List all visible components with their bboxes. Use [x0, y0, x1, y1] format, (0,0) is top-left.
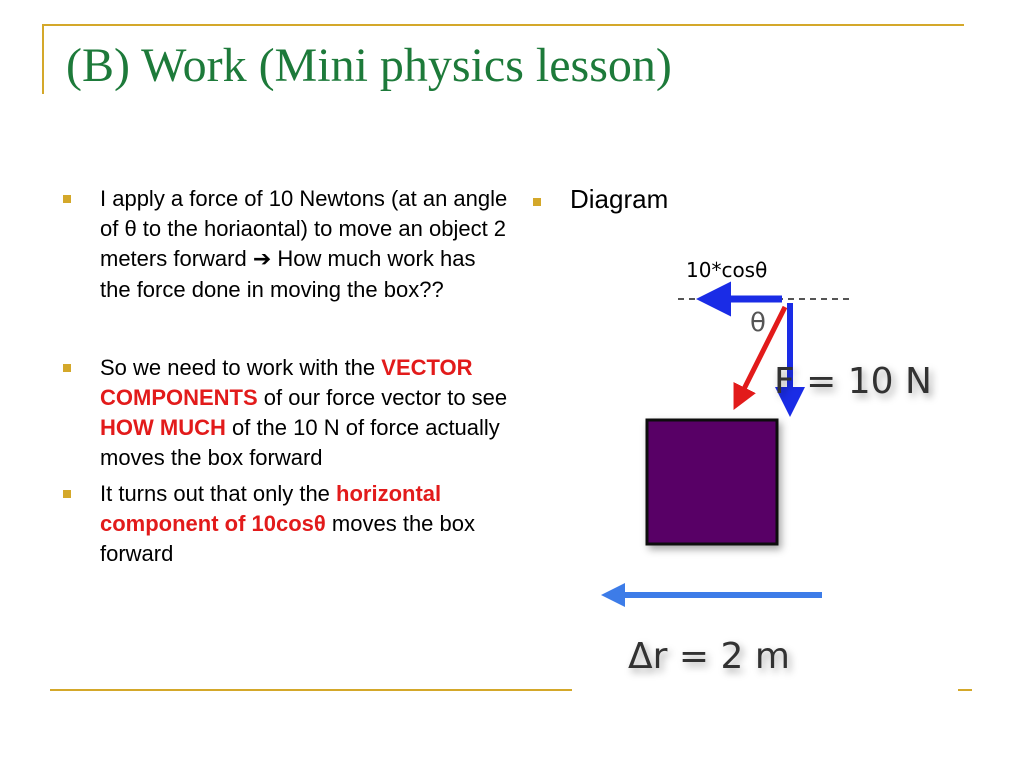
right-arrow-icon: ➔: [252, 247, 272, 272]
bullet-text: So we need to work with the: [100, 355, 382, 380]
bullet-square-icon: [63, 195, 71, 203]
bullet-square-icon: [63, 364, 71, 372]
bullet-square-icon: [63, 490, 71, 498]
angle-label: θ: [750, 308, 766, 338]
bullet-text: I apply a force of 10 Newtons (at an angle of θ to the horiaontal) to move an object 2 meters forward: [100, 186, 508, 271]
force-magnitude-label: F = 10 N: [774, 361, 932, 402]
emphasis-text: VECTOR COMPONENTS: [100, 355, 473, 410]
slide-title: (B) Work (Mini physics lesson): [66, 39, 672, 92]
left-frame-line: [42, 24, 44, 94]
box-object: [647, 420, 777, 544]
bullet-horizontal-component: [60, 479, 510, 569]
bullet-square-icon: [533, 198, 541, 206]
component-label: 10*cosθ: [686, 258, 768, 282]
left-bullet-list: [60, 184, 510, 569]
diagram-heading: Diagram: [570, 184, 669, 214]
displacement-label: Δr = 2 m: [628, 636, 790, 677]
bullet-text: of the 10 N of force actually moves the box forward: [100, 415, 500, 470]
bullet-text: It turns out that only the: [100, 481, 337, 506]
emphasis-text: HOW MUCH: [100, 415, 226, 440]
bullet-force-question: [60, 184, 510, 305]
emphasis-text: horizontal component of 10cosθ: [100, 481, 442, 536]
force-diagram: [560, 245, 1020, 715]
bullet-text: moves the box forward: [100, 511, 475, 566]
bottom-frame-line: [50, 689, 572, 691]
bullet-text: How much work has the force done in moving the box??: [100, 246, 476, 302]
bullet-vector-components: [60, 353, 510, 473]
bullet-text: of our force vector to see: [257, 385, 508, 410]
top-frame-line: [42, 24, 964, 26]
